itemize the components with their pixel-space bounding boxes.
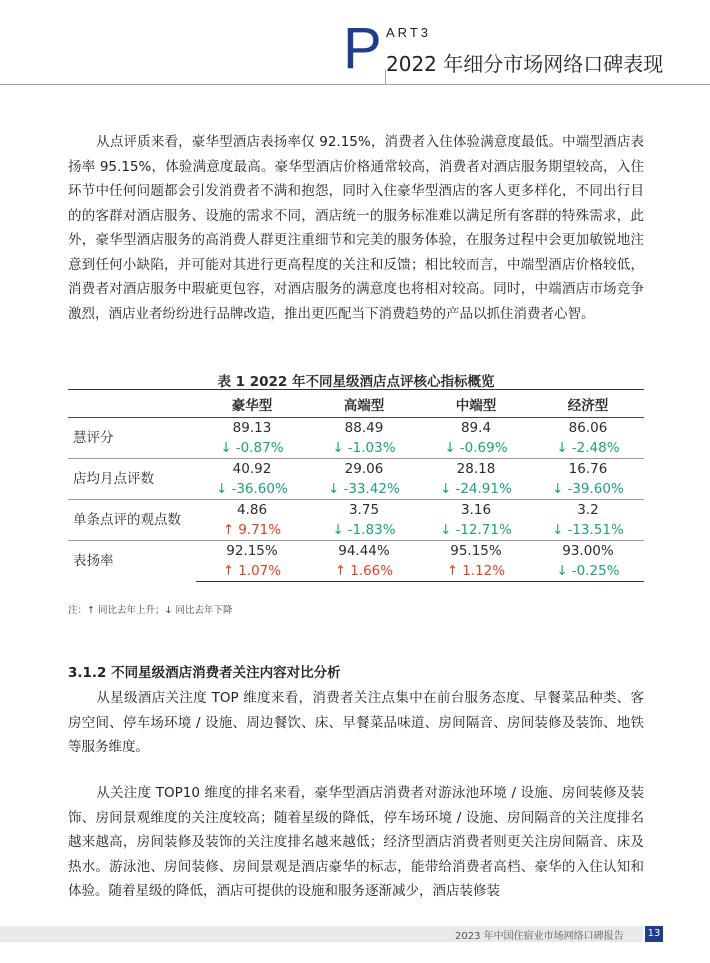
part-label: ART3 (386, 25, 431, 40)
change-value: -36.60% (231, 481, 288, 497)
value-cell: 93.00% (532, 541, 644, 562)
value-cell: 3.75 (308, 500, 420, 521)
value-cell: 3.2 (532, 500, 644, 521)
change-cell (196, 479, 308, 500)
change-cell (308, 479, 420, 500)
change-cell (532, 438, 644, 459)
body-paragraph-2: 从星级酒店关注度 TOP 维度来看，消费者关注点集中在前台服务态度、早餐菜品种类、客房空间、停车场环境 / 设施、周边餐饮、床、早餐菜品味道、房间隔音、房间装修及装饰、地铁等服务维度。 (68, 690, 644, 755)
row-label: 单条点评的观点数 (68, 500, 196, 541)
core-metrics-table (68, 389, 644, 582)
change-cell (532, 520, 644, 541)
change-cell (532, 479, 644, 500)
arrow-down-icon: ↓ (328, 481, 340, 497)
page-number: 13 (645, 926, 663, 942)
value-cell: 16.76 (532, 459, 644, 480)
row-label: 表扬率 (68, 541, 196, 582)
table-note: 注：↑ 同比去年上升；↓ 同比去年下降 (68, 605, 233, 616)
value-cell: 4.86 (196, 500, 308, 521)
value-cell: 28.18 (420, 459, 532, 480)
table-title: 表 1 2022 年不同星级酒店点评核心指标概览 (217, 374, 495, 390)
header-divider-tick (385, 70, 386, 84)
change-cell (420, 479, 532, 500)
change-value: 1.66% (350, 563, 394, 579)
page-title: 2022 年细分市场网络口碑表现 (386, 52, 664, 76)
arrow-up-icon: ↑ (446, 563, 459, 579)
value-cell: 3.16 (420, 500, 532, 521)
change-value: -13.51% (567, 522, 624, 538)
change-value: -24.91% (455, 481, 512, 497)
arrow-down-icon: ↓ (552, 481, 564, 497)
value-cell: 92.15% (196, 541, 308, 562)
arrow-down-icon: ↓ (216, 481, 228, 497)
arrow-down-icon: ↓ (440, 522, 452, 538)
change-cell (308, 438, 420, 459)
arrow-down-icon: ↓ (444, 440, 456, 456)
change-cell (532, 561, 644, 582)
change-value: -0.25% (571, 563, 620, 579)
change-value: -1.03% (347, 440, 396, 456)
arrow-down-icon: ↓ (332, 522, 344, 538)
change-cell (196, 561, 308, 582)
footer-report-title: 2023 年中国住宿业市场网络口碑报告 (455, 931, 624, 942)
table-header-row (68, 390, 644, 418)
value-cell: 40.92 (196, 459, 308, 480)
header-divider (0, 84, 710, 85)
value-cell: 86.06 (568, 420, 608, 436)
table-row (68, 459, 644, 480)
arrow-down-icon: ↓ (556, 563, 568, 579)
value-cell: 88.49 (344, 420, 384, 436)
body-paragraph-3: 从关注度 TOP10 维度的排名来看，豪华型酒店消费者对游泳池环境 / 设施、房间装修及装饰、房间景观维度的关注度较高；随着星级的降低，停车场环境 / 设施、房间隔音的关注度排名越来越高，房间装修及装饰的关注度排名越来越低；经济型酒店消费者则更关注房间隔音、床及热水。游泳池、房间装修、房间景观是酒店豪华的标志，能带给消费者高档、豪华的入住认知和体验。随着星级的降低，酒店可提供的设施和服务逐渐减少，酒店装修装 (68, 785, 644, 899)
change-value: -33.42% (343, 481, 400, 497)
table-row (68, 500, 644, 521)
change-value: 1.07% (238, 563, 282, 579)
table-header-cell: 中端型 (420, 390, 532, 418)
value-cell: 89.13 (232, 420, 272, 436)
value-cell: 95.15% (420, 541, 532, 562)
change-value: -0.69% (459, 440, 508, 456)
table-header-cell: 经济型 (532, 390, 644, 418)
change-cell (420, 520, 532, 541)
change-value: 1.12% (462, 563, 506, 579)
change-cell (420, 561, 532, 582)
table-header-cell: 豪华型 (196, 390, 308, 418)
change-value: -1.83% (347, 522, 396, 538)
change-value: 9.71% (238, 522, 282, 538)
change-cell (308, 561, 420, 582)
change-value: -0.87% (235, 440, 284, 456)
arrow-down-icon: ↓ (220, 440, 232, 456)
arrow-up-icon: ↑ (334, 563, 347, 579)
change-value: -39.60% (567, 481, 624, 497)
arrow-up-icon: ↑ (222, 522, 235, 538)
table-header-cell (68, 390, 196, 418)
change-cell (308, 520, 420, 541)
arrow-up-icon: ↑ (222, 563, 235, 579)
change-value: -2.48% (571, 440, 620, 456)
change-cell (196, 438, 308, 459)
arrow-down-icon: ↓ (440, 481, 452, 497)
value-cell: 29.06 (308, 459, 420, 480)
change-value: -12.71% (455, 522, 512, 538)
value-cell: 89.4 (460, 420, 492, 436)
table-row (68, 418, 644, 439)
arrow-down-icon: ↓ (556, 440, 568, 456)
part-letter: P (343, 16, 382, 81)
table-row (68, 541, 644, 562)
change-cell (420, 438, 532, 459)
arrow-down-icon: ↓ (552, 522, 564, 538)
row-label: 店均月点评数 (68, 459, 196, 500)
row-label: 慧评分 (73, 430, 114, 446)
body-paragraph-1: 从点评质来看，豪华型酒店表扬率仅 92.15%，消费者入住体验满意度最低。中端型酒店表扬率 95.15%，体验满意度最高。豪华型酒店价格通常较高，消费者对酒店服务期望较高，入住环节中任何问题都会引发消费者不满和抱怨，同时入住豪华型酒店的客人更多样化，不同出行目的的客群对酒店服务、设施的需求不同，酒店统一的服务标准难以满足所有客群的特殊需求，此外，豪华型酒店服务的高消费人群更注重细节和完美的服务体验，在服务过程中会更加敏锐地注意到任何小缺陷，并可能对其进行更高程度的关注和反馈；相比较而言，中端型酒店价格较低，消费者对酒店服务中瑕疵更包容，对酒店服务的满意度也将相对较高。同时，中端酒店市场竞争激烈，酒店业者纷纷进行品牌改造，推出更匹配当下消费趋势的产品以抓住消费者心智。 (68, 134, 644, 322)
section-heading: 3.1.2 不同星级酒店消费者关注内容对比分析 (68, 665, 341, 681)
change-cell (196, 520, 308, 541)
table-header-cell: 高端型 (308, 390, 420, 418)
value-cell: 94.44% (308, 541, 420, 562)
arrow-down-icon: ↓ (332, 440, 344, 456)
